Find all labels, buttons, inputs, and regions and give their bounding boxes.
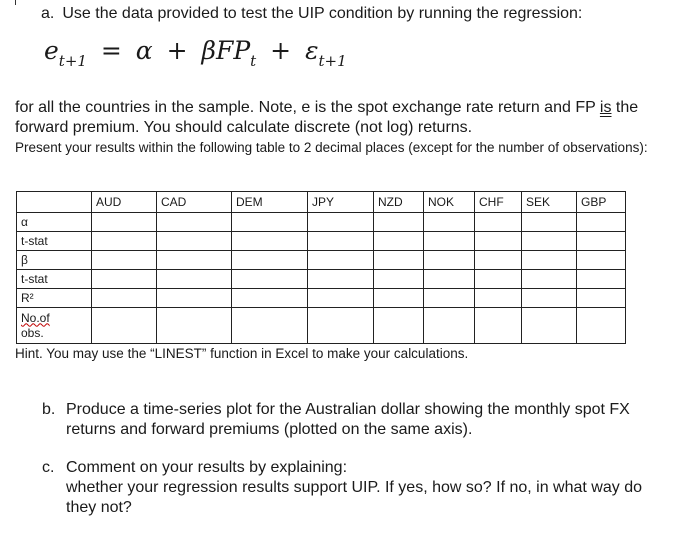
- row-label: t-stat: [17, 270, 92, 289]
- table-header-row: [17, 192, 626, 213]
- header-nok: NOK: [424, 192, 475, 213]
- para1-pre: for all the countries in the sample. Note, e is the spot exchange rate return and FP: [15, 99, 600, 116]
- row-label: t-stat: [17, 232, 92, 251]
- eq-epsilon: ε: [305, 36, 319, 65]
- hint-text: Hint. You may use the “LINEST” function in Excel to make your calculations.: [15, 346, 469, 361]
- table-instruction: Present your results within the following table to 2 decimal places (except for the number of observations):: [15, 140, 648, 155]
- row-label: R²: [17, 289, 92, 308]
- header-sek: SEK: [522, 192, 577, 213]
- eq-beta-fp: βFP: [201, 36, 251, 65]
- question-c-label: c.: [42, 459, 55, 476]
- header-dem: DEM: [232, 192, 308, 213]
- table-row-alpha: [17, 213, 626, 232]
- question-c-line1: Comment on your results by explaining:: [66, 459, 348, 476]
- table-row-beta-tstat: [17, 270, 626, 289]
- para1-is: is: [599, 99, 612, 116]
- question-c-line2: whether your regression results support UIP. If yes, how so? If no, in what way do they not?: [66, 479, 642, 516]
- table-row-observations: [17, 308, 626, 344]
- row-label: β: [17, 251, 92, 270]
- header-gbp: GBP: [577, 192, 626, 213]
- header-empty-cell: [17, 192, 92, 213]
- eq-equals: =: [100, 36, 122, 65]
- question-b-text: Produce a time-series plot for the Australian dollar showing the monthly spot FX returns and forward premiums (plotted on the same axis).: [66, 401, 630, 438]
- row-label-line2: obs.: [21, 325, 44, 340]
- question-a-label: a.: [41, 5, 55, 22]
- header-aud: AUD: [92, 192, 157, 213]
- eq-epsilon-sub: t+1: [318, 52, 347, 70]
- eq-plus-1: +: [166, 36, 188, 65]
- eq-lhs: e: [44, 36, 59, 65]
- regression-equation: [44, 36, 347, 70]
- instruction-paragraph: [15, 98, 665, 138]
- question-b: [42, 400, 662, 440]
- question-a: [41, 5, 582, 23]
- eq-plus-2: +: [270, 36, 292, 65]
- table-row-alpha-tstat: [17, 232, 626, 251]
- table-row-r-squared: [17, 289, 626, 308]
- header-chf: CHF: [475, 192, 522, 213]
- row-label: α: [17, 213, 92, 232]
- eq-alpha: α: [135, 36, 153, 65]
- para1-post: the forward premium. You should calculate discrete (not log) returns.: [15, 99, 639, 136]
- row-label-observations: [17, 308, 92, 344]
- eq-lhs-sub: t+1: [58, 52, 87, 70]
- question-a-text: Use the data provided to test the UIP condition by running the regression:: [62, 5, 583, 22]
- question-b-label: b.: [42, 401, 56, 418]
- page-edge-mark: [15, 0, 16, 5]
- header-nzd: NZD: [374, 192, 424, 213]
- question-c: [42, 458, 662, 518]
- header-jpy: JPY: [308, 192, 374, 213]
- eq-fp-sub: t: [250, 52, 257, 70]
- header-cad: CAD: [157, 192, 232, 213]
- table-row-beta: [17, 251, 626, 270]
- row-label-line1: No.of: [21, 310, 50, 325]
- results-table: [16, 191, 626, 344]
